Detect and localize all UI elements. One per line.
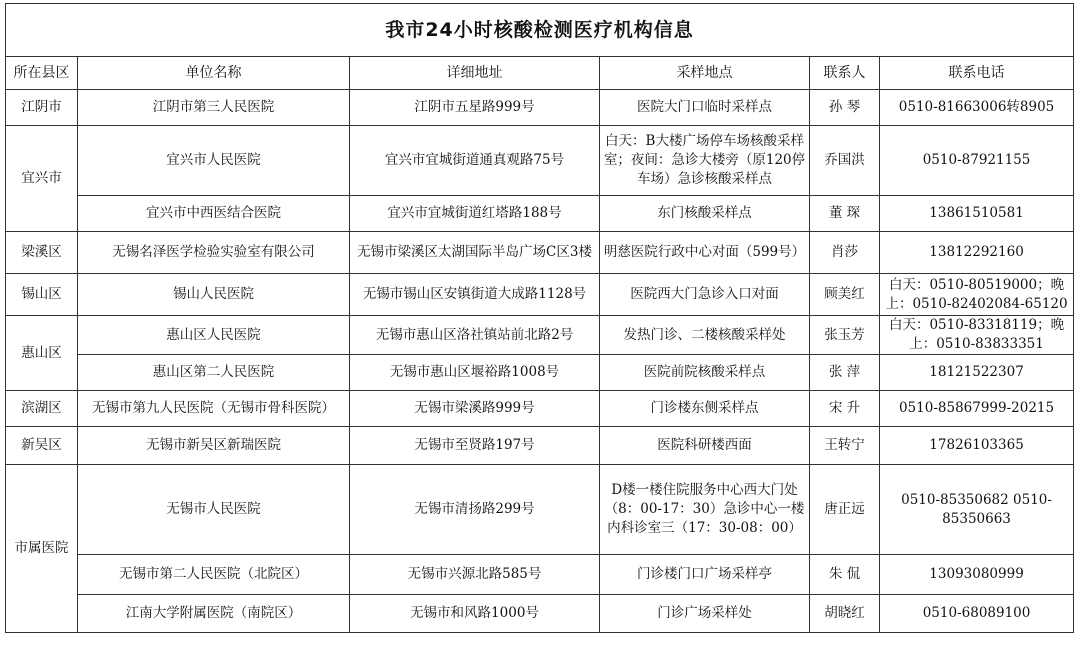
header-district: 所在县区 [6,57,78,90]
cell-site: 医院前院核酸采样点 [600,355,810,391]
cell-address: 无锡市至贤路197号 [350,427,600,465]
cell-address: 宜兴市宜城街道红塔路188号 [350,196,600,232]
cell-phone: 13861510581 [880,196,1074,232]
cell-phone: 18121522307 [880,355,1074,391]
cell-address: 无锡市梁溪区太湖国际半岛广场C区3楼 [350,232,600,274]
cell-district: 惠山区 [6,316,78,391]
cell-district: 梁溪区 [6,232,78,274]
table-row [6,196,1074,232]
cell-address: 宜兴市宜城街道通真观路75号 [350,126,600,196]
cell-phone: 17826103365 [880,427,1074,465]
cell-district: 宜兴市 [6,126,78,232]
cell-name: 锡山人民医院 [78,274,350,316]
cell-contact: 朱 侃 [810,555,880,595]
cell-site: 医院西大门急诊入口对面 [600,274,810,316]
table-row [6,90,1074,126]
page-title: 我市24小时核酸检测医疗机构信息 [6,4,1074,57]
cell-district: 新吴区 [6,427,78,465]
table-row [6,316,1074,355]
cell-address: 无锡市梁溪路999号 [350,391,600,427]
cell-address: 江阴市五星路999号 [350,90,600,126]
cell-name: 惠山区第二人民医院 [78,355,350,391]
cell-address: 无锡市兴源北路585号 [350,555,600,595]
cell-name: 无锡市新吴区新瑞医院 [78,427,350,465]
header-phone: 联系电话 [880,57,1074,90]
cell-site: D楼一楼住院服务中心西大门处（8：00-17：30）急诊中心一楼内科诊室三（17：30-08：00） [600,465,810,555]
table-row [6,465,1074,555]
table-row [6,126,1074,196]
cell-address: 无锡市清扬路299号 [350,465,600,555]
cell-site: 医院大门口临时采样点 [600,90,810,126]
cell-address: 无锡市惠山区洛社镇站前北路2号 [350,316,600,355]
cell-phone: 白天：0510-83318119；晚上：0510-83833351 [880,316,1074,355]
cell-site: 白天：B大楼广场停车场核酸采样室；夜间：急诊大楼旁（原120停车场）急诊核酸采样点 [600,126,810,196]
cell-phone: 0510-68089100 [880,595,1074,633]
cell-name: 无锡市第九人民医院（无锡市骨科医院） [78,391,350,427]
institutions-table [5,3,1074,633]
header-site: 采样地点 [600,57,810,90]
cell-phone: 0510-87921155 [880,126,1074,196]
cell-phone: 13093080999 [880,555,1074,595]
cell-phone: 0510-85867999-20215 [880,391,1074,427]
cell-address: 无锡市惠山区堰裕路1008号 [350,355,600,391]
cell-site: 门诊楼门口广场采样亭 [600,555,810,595]
table-row [6,427,1074,465]
cell-phone: 0510-81663006转8905 [880,90,1074,126]
table-row [6,232,1074,274]
cell-phone: 白天：0510-80519000；晚上：0510-82402084-65120 [880,274,1074,316]
cell-site: 门诊广场采样处 [600,595,810,633]
cell-phone: 0510-85350682 0510-85350663 [880,465,1074,555]
cell-name: 无锡名泽医学检验实验室有限公司 [78,232,350,274]
cell-contact: 乔国洪 [810,126,880,196]
cell-contact: 王转宁 [810,427,880,465]
cell-site: 门诊楼东侧采样点 [600,391,810,427]
cell-district: 滨湖区 [6,391,78,427]
header-row [6,57,1074,90]
cell-name: 江南大学附属医院（南院区） [78,595,350,633]
table-row [6,391,1074,427]
cell-district: 江阴市 [6,90,78,126]
page [5,3,1073,653]
cell-name: 惠山区人民医院 [78,316,350,355]
cell-district: 市属医院 [6,465,78,633]
header-address: 详细地址 [350,57,600,90]
table-row [6,595,1074,633]
cell-name: 无锡市人民医院 [78,465,350,555]
cell-site: 东门核酸采样点 [600,196,810,232]
cell-address: 无锡市和风路1000号 [350,595,600,633]
table-row [6,355,1074,391]
table-body [6,90,1074,633]
header-contact: 联系人 [810,57,880,90]
cell-contact: 张玉芳 [810,316,880,355]
cell-contact: 胡晓红 [810,595,880,633]
cell-contact: 顾美红 [810,274,880,316]
cell-site: 发热门诊、二楼核酸采样处 [600,316,810,355]
cell-name: 无锡市第二人民医院（北院区） [78,555,350,595]
table-row [6,555,1074,595]
cell-site: 明慈医院行政中心对面（599号） [600,232,810,274]
cell-contact: 肖莎 [810,232,880,274]
cell-contact: 唐正远 [810,465,880,555]
cell-address: 无锡市锡山区安镇街道大成路1128号 [350,274,600,316]
cell-phone: 13812292160 [880,232,1074,274]
cell-name: 江阴市第三人民医院 [78,90,350,126]
cell-contact: 董 琛 [810,196,880,232]
cell-contact: 张 萍 [810,355,880,391]
cell-contact: 孙 琴 [810,90,880,126]
table-row [6,274,1074,316]
cell-contact: 宋 升 [810,391,880,427]
cell-site: 医院科研楼西面 [600,427,810,465]
cell-district: 锡山区 [6,274,78,316]
header-name: 单位名称 [78,57,350,90]
cell-name: 宜兴市中西医结合医院 [78,196,350,232]
cell-name: 宜兴市人民医院 [78,126,350,196]
